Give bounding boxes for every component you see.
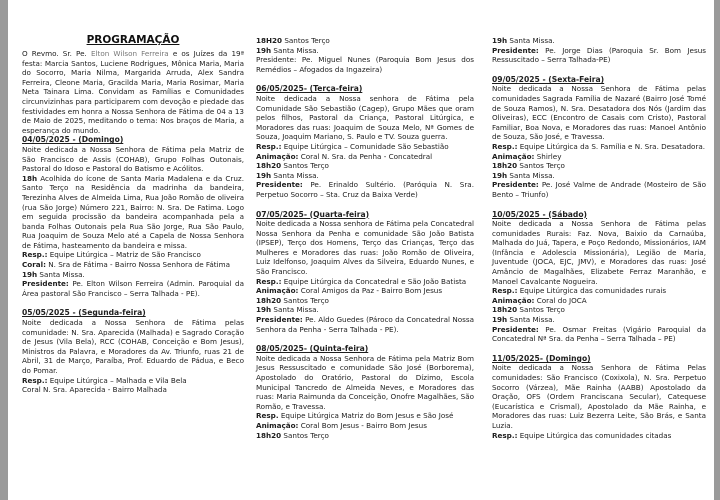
day-05-05-coral: Coral N. Sra. Aparecida - Bairro Malhada	[22, 385, 167, 395]
day-09-05: 09/05/2025 - (Sexta-Feira) Noite dedicada a Nossa Senhora de Fátima pelas comunidades Sagrada Família de Nazaré (Bairro José Tomé de Souza Ramos), N. Sra. Desatadora dos Nós (Jardim das Oliveiras), ECC (Encontro de Casais com Cristo), Pastoral Familiar, Boa Nova, e Moradores das ruas: Manoel Antônio de Souza, São José, e Travessa. Resp.: Equipe Litúrgica da S. Família e N. Sra. Desatadora. Animação: Shirley 18h20 Santos Terço 19h Santa Missa. Presidente: Pe. José Valme de Andrade (Mosteiro de São Bento – Triunfo)	[492, 74, 706, 199]
day-04-05-desc: Noite dedicada a Nossa Senhora de Fátima pela Matriz de São Francisco de Assis (COHAB), Grupo Folhas Outonais, Pastoral do Idoso e Pastoral do Batismo e Acólitos.	[22, 144, 244, 174]
day-06-05-date: 06/05/2025- (Terça-feira)	[256, 84, 363, 94]
day-10-05-presidente: Presidente: Pe. Osmar Freitas (Vigário Paroquial da Concatedral Nª Sra. da Penha – Serra Talhada – PE)	[492, 324, 707, 344]
column-2	[256, 36, 474, 450]
day-11-05-desc: Noite dedicada a Nossa Senhora de Fátima Pelas comunidades: São Francisco (Coxixola), N. Sra. Perpetuo Socorro (Várzea), Mãe Rainha (AABB) Apostolado da Oração, OFS (Ordem Franciscana Secular), Catequese (Eucarística e Crismal), Apostolado da Mãe Rainha, e Moradores das ruas: Luiz Bezerra Leite, São Brás, e Santa Luzia.	[492, 363, 706, 430]
intro-pre: O Revmo. Sr. Pe.	[22, 49, 87, 58]
page-title: PROGRAMAÇÃO	[86, 34, 180, 46]
day-05-05	[22, 308, 244, 394]
time-18h: 18h	[22, 173, 38, 183]
day-04-05-date: 04/05/2025 - (Domingo)	[22, 135, 124, 145]
day-07-05-desc: Noite dedicada a Nossa senhora de Fátima pela Concatedral Nossa Senhora da Penha e comunidade São João Batista (IPSEP), Terço dos Homens, Terço das Crianças, Terço das Mulheres e Moradores das ruas: João Romão de Oliveira, Luiz Idelfonso, Joaquim Alves da Silveira, Eduardo Nunes, e São Francisco.	[256, 219, 474, 277]
day-06-05-desc: Noite dedicada a Nossa senhora de Fátima pela Comunidade São Sebastião (Cagep), Grupo Mães que oram pelos filhos, Pastoral da Criança, Pastoral Litúrgica, e Moradores das ruas: Joaquim de Souza Melo, Nª Gomes de Souza, Joaquim Mariano, S. Paulo e TV. Souza guerra.	[256, 93, 474, 142]
day-06-05-presidente: Presidente: Pe. Erinaldo Sultério. (Paróquia N. Sra. Perpetuo Socorro – Sta. Cruz da Baixa Verde)	[256, 180, 474, 199]
day-11-05: 11/05/2025- (Domingo) Noite dedicada a Nossa Senhora de Fátima Pelas comunidades: São Francisco (Coxixola), N. Sra. Perpetuo Socorro (Várzea), Mãe Rainha (AABB) Apostolado da Oração, OFS (Ordem Franciscana Secular), Catequese (Eucarística e Crismal), Apostolado da Mãe Rainha, e Moradores das ruas: Luiz Bezerra Leite, São Brás, e Santa Luzia. Resp.: Equipe Litúrgica das comunidades citadas	[492, 353, 706, 440]
day-05-05-resp: Resp.: Equipe Litúrgica – Malhada e Vila Bela	[22, 375, 187, 385]
day-10-05-date: 10/05/2025 - (Sábado)	[492, 209, 588, 219]
day-04-05-resp: Resp.: Equipe Litúrgica – Matriz de São Francisco	[22, 250, 201, 260]
day-08-05-presidente: Presidente: Pe. Jorge Dias (Paroquia Sr. Bom Jesus Ressuscitado – Serra Talhada-PE)	[492, 45, 706, 65]
day-07-05-date: 07/05/2025- (Quarta-feira)	[256, 209, 370, 219]
day-05-05-desc: Noite dedicada a Nossa Senhora de Fátima pelas comunidade: N. Sra. Aparecida (Malhada) e Sagrado Coração de Jesus (Vila Bela), RCC (COHAB, Conceição e Bom Jesus), Ministros da Palavra, e Moradores da Av. Triunfo, ruas 21 de Abril, 31 de Março, Paraíba, Prof. Eduardo de Pádua, e Beco do Pomar.	[22, 318, 244, 375]
day-09-05-desc: Noite dedicada a Nossa Senhora de Fátima pelas comunidades Sagrada Família de Nazaré (Bairro José Tomé de Souza Ramos), N. Sra. Desatadora dos Nós (Jardim das Oliveiras), ECC (Encontro de Casais com Cristo), Pastoral Familiar, Boa Nova, e Moradores das ruas: Manoel Antônio de Souza, São José, e Travessa.	[492, 84, 706, 142]
day-10-05: 10/05/2025 - (Sábado) Noite dedicada a Nossa Senhora de Fátima pelas comunidades Rurais: Faz. Nova, Baixio da Carnaúba, Malhada do Juá, Tapera, e Poço Redondo, Missionários, IAM (Infância e Adolescia Missionária), Legião de Maria, Juventude (JOCA, EJC, JMV), e Moradores das ruas: José Amâncio de Magalhães, Elizabete Ferraz Maranhão, e Manoel Cavalcante Nogueira. Resp.: Equipe Litúrgica das comunidades rurais Animação: Coral do JOCA 18h20 Santos Terço 19h Santa Missa. Presidente: Pe. Osmar Freitas (Vigário Paroquial da Concatedral Nª Sra. da Penha – Serra Talhada – PE)	[492, 209, 707, 344]
day-11-05-date: 11/05/2025- (Domingo)	[492, 353, 591, 363]
day-07-05: 07/05/2025- (Quarta-feira) Noite dedicada a Nossa senhora de Fátima pela Concatedral Nossa Senhora da Penha e comunidade São João Batista (IPSEP), Terço dos Homens, Terço das Crianças, Terço das Mulheres e Moradores das ruas: João Romão de Oliveira, Luiz Idelfonso, Joaquim Alves da Silveira, Eduardo Nunes, e São Francisco. Resp.: Equipe Litúrgica da Concatedral e São João Batista Animação: Coral Amigos da Paz - Bairro Bom Jesus 18h20 Santos Terço 19h Santa Missa. Presidente: Pe. Aldo Guedes (Pároco da Concatedral Nossa Senhora da Penha - Serra Talhada - PE).	[256, 209, 474, 334]
day-09-05-presidente: Presidente: Pe. José Valme de Andrade (Mosteiro de São Bento – Triunfo)	[492, 180, 706, 199]
day-04-05-presidente: Presidente: Pe. Elton Wilson Ferreira (Admin. Paroquial da Área pastoral São Francisco – Serra Talhada - PE).	[22, 279, 244, 298]
day-04-05-program	[22, 174, 244, 251]
day-05-05-date: 05/05/2025 - (Segunda-feira)	[22, 308, 146, 318]
program-page	[8, 0, 714, 500]
day-08-05: 08/05/2025- (Quinta-feira) Noite dedicada a Nossa Senhora de Fátima pela Matriz Bom Jesus Ressuscitado e comunidade São José (Borborema), Apostolado do Oratório, Pastoral do Dízimo, Escola Municipal Tancredo de Almeida Neves, e Moradores das ruas: Maria Raimunda da Conceição, Onofre Magalhães, São Romão, e Travessa. Resp. Equipe Litúrgica Matriz do Bom Jesus e São José Animação: Coral Bom Jesus - Bairro Bom Jesus 18h20 Santos Terço	[256, 344, 474, 440]
day-08-05-date: 08/05/2025- (Quinta-feira)	[256, 344, 369, 354]
intro-post: e os Juízes da 19ª festa: Marcia Santos, Luciene Rodrigues, Mônica Maria, Maria do Socorro, Maria Nilma, Margarida Arruda, Alex Sandra Ferreira, Cleone Maria, Gracilda Maria, Maria Rosimar, Maria Neta Tainara Lima. Convidam as Famílias e Comunidades circunvizinhas para participarem com devoção e piedade das festividades em honra a Nossa Senhora de Fátima de 04 a 13 de Maio de 2025, meditando o tema: Nos braços de Maria, a esperança do mundo.	[22, 49, 244, 135]
day-05-05-presidente: Presidente: Pe. Miguel Nunes (Paroquia Bom Jesus dos Remédios – Afogados da Ingazeira)	[256, 55, 474, 74]
day-04-05-coral: Coral: N. Sra de Fátima - Bairro Nossa Senhora de Fátima	[22, 260, 231, 270]
intro-name: Elton Wilson Ferreira	[90, 49, 169, 58]
day-10-05-desc: Noite dedicada a Nossa Senhora de Fátima pelas comunidades Rurais: Faz. Nova, Baixio da Carnaúba, Malhada do Juá, Tapera, e Poço Redondo, Missionários, IAM (Infância e Adolescia Missionária), Legião de Maria, Juventude (JOCA, EJC, JMV), e Moradores das ruas: José Amâncio de Magalhães, Elizabete Ferraz Maranhão, e Manoel Cavalcante Nogueira.	[492, 219, 706, 286]
day-08-05-desc: Noite dedicada a Nossa Senhora de Fátima pela Matriz Bom Jesus Ressuscitado e comunidade São José (Borborema), Apostolado do Oratório, Pastoral do Dízimo, Escola Municipal Tancredo de Almeida Neves, e Moradores das ruas: Maria Raimunda da Conceição, Onofre Magalhães, São Romão, e Travessa.	[256, 353, 474, 411]
day-06-05: 06/05/2025- (Terça-feira) Noite dedicada a Nossa senhora de Fátima pela Comunidade São Sebastião (Cagep), Grupo Mães que oram pelos filhos, Pastoral da Criança, Pastoral Litúrgica, e Moradores das ruas: Joaquim de Souza Melo, Nª Gomes de Souza, Joaquim Mariano, S. Paulo e TV. Souza guerra. Resp.: Equipe Litúrgica – Comunidade São Sebastião Animação: Coral N. Sra. da Penha - Concatedral 18h20 Santos Terço 19h Santa Missa. Presidente: Pe. Erinaldo Sultério. (Paróquia N. Sra. Perpetuo Socorro – Sta. Cruz da Baixa Verde)	[256, 84, 474, 199]
day-04-05	[22, 135, 244, 298]
day-05-05-continued: 18H20 Santos Terço 19h Santa Missa. Presidente: Pe. Miguel Nunes (Paroquia Bom Jesus dos Remédios – Afogados da Ingazeira)	[256, 36, 474, 74]
column-1	[22, 49, 244, 405]
day-08-05-continued: 19h Santa Missa. Presidente: Pe. Jorge Dias (Paroquia Sr. Bom Jesus Ressuscitado – Serra Talhada-PE)	[492, 36, 706, 65]
day-07-05-presidente: Presidente: Pe. Aldo Guedes (Pároco da Concatedral Nossa Senhora da Penha - Serra Talhada - PE).	[256, 315, 474, 334]
day-04-05-procession: Acolhida do ícone de Santa Maria Madalena e da Cruz. Santo Terço na Residência da madrinha da bandeira, Terezinha Alves de Almeida Lima, Rua João Romão de oliveira (rua São Jorge) Número 221, Bairro: N. Sra. De Fatima. Logo em seguida procissão da bandeira acompanhada pela a banda Folhas Outonais pela Rua São Jorge, Rua São Paulo, Rua Joaquim de Souza Melo até a Capela de Nossa Senhora de Fátima, hasteamento da bandeira e missa.	[22, 173, 244, 250]
day-04-05-mass: 19h Santa Missa.	[22, 269, 85, 279]
day-09-05-date: 09/05/2025 - (Sexta-Feira)	[492, 74, 605, 84]
column-3	[492, 36, 706, 450]
intro-paragraph	[22, 49, 244, 135]
